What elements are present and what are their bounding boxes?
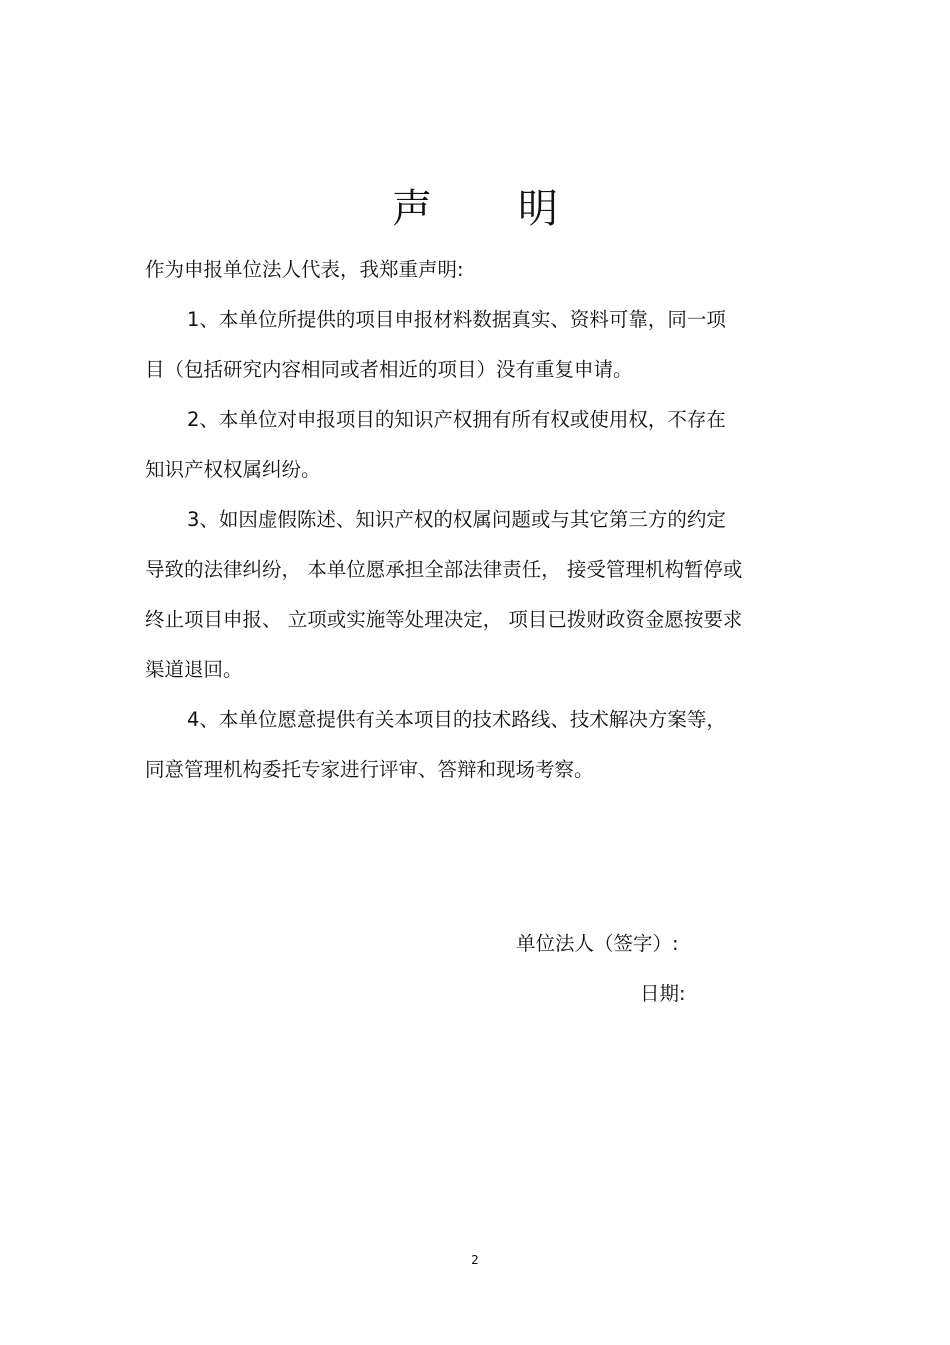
title-char-1: 声	[392, 186, 432, 232]
paragraph-line: 2、本单位对申报项目的知识产权拥有所有权或使用权，不存在	[187, 408, 726, 431]
paragraph-line: 知识产权权属纠纷。	[145, 458, 321, 481]
paragraph-line: 4、本单位愿意提供有关本项目的技术路线、技术解决方案等，	[187, 708, 726, 731]
paragraph-line: 3、如因虚假陈述、知识产权的权属问题或与其它第三方的约定	[187, 508, 726, 531]
title-char-2: 明	[518, 186, 558, 232]
paragraph-line: 同意管理机构委托专家进行评审、答辩和现场考察。	[145, 758, 594, 781]
date-label: 日期:	[640, 982, 686, 1005]
paragraph-line: 终止项目申报、 立项或实施等处理决定， 项目已拨财政资金愿按要求	[145, 608, 743, 631]
signature-label: 单位法人（签字）:	[516, 932, 679, 955]
paragraph-line: 渠道退回。	[145, 658, 243, 681]
intro-line: 作为申报单位法人代表，我郑重声明:	[145, 258, 464, 281]
paragraph-line: 导致的法律纠纷， 本单位愿承担全部法律责任， 接受管理机构暂停或	[145, 558, 743, 581]
paragraph-line: 1、本单位所提供的项目申报材料数据真实、资料可靠，同一项	[187, 308, 726, 331]
document-title	[0, 183, 950, 235]
paragraph-line: 目（包括研究内容相同或者相近的项目）没有重复申请。	[145, 358, 633, 381]
page-number: 2	[471, 1253, 479, 1267]
